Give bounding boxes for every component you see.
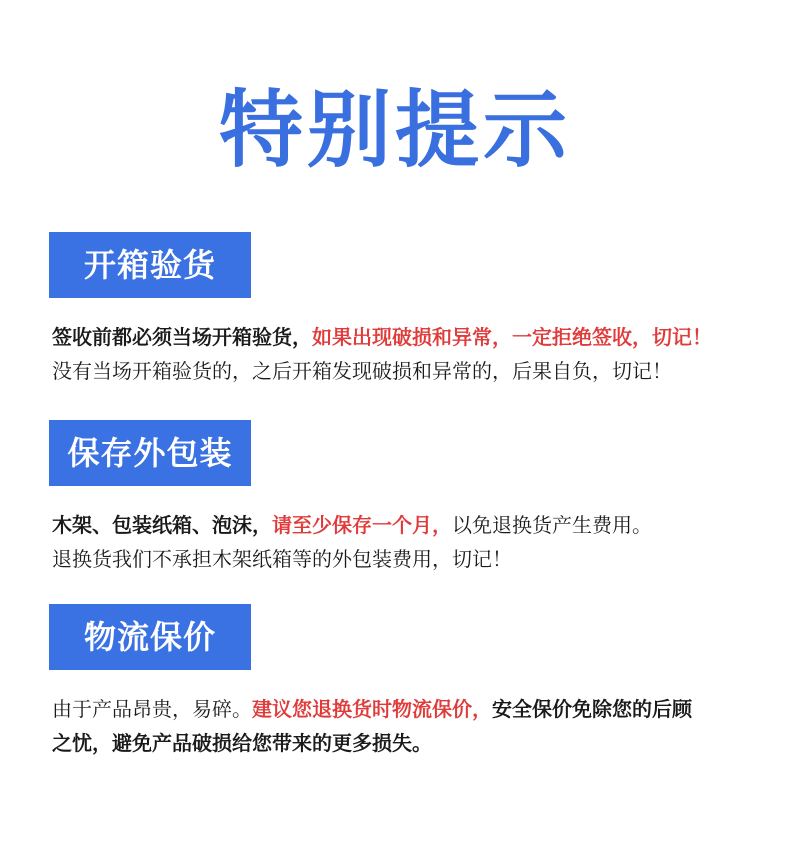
- section-header-insurance: 物流保价: [49, 604, 251, 670]
- body-line: [52, 542, 772, 576]
- page-title: 特别提示: [218, 81, 571, 179]
- body-text: 退换货我们不承担木架纸箱等的外包装费用，切记！: [52, 547, 512, 571]
- body-line: [52, 354, 772, 388]
- body-text: 由于产品昂贵，易碎。: [52, 697, 252, 721]
- section-body-packaging: [52, 508, 772, 576]
- section-header-inspection: 开箱验货: [49, 232, 251, 298]
- body-line: [52, 692, 772, 726]
- warning-text: 请至少保存一个月，: [272, 513, 452, 537]
- section-header-packaging: 保存外包装: [49, 420, 251, 486]
- body-text: 之忧，避免产品破损给您带来的更多损失。: [52, 731, 432, 755]
- warning-text: 建议您退换货时物流保价，: [252, 697, 492, 721]
- body-text: 没有当场开箱验货的，之后开箱发现破损和异常的，后果自负，切记！: [52, 359, 672, 383]
- body-text: 以免退换货产生费用。: [452, 513, 652, 537]
- body-text: 木架、包装纸箱、泡沫，: [52, 513, 272, 537]
- body-line: [52, 726, 772, 760]
- body-line: [52, 508, 772, 542]
- section-body-inspection: [52, 320, 772, 388]
- body-text: 安全保价免除您的后顾: [492, 697, 692, 721]
- body-line: [52, 320, 772, 354]
- warning-text: 如果出现破损和异常，一定拒绝签收，切记！: [312, 325, 712, 349]
- body-text: 签收前都必须当场开箱验货，: [52, 325, 312, 349]
- section-body-insurance: [52, 692, 772, 760]
